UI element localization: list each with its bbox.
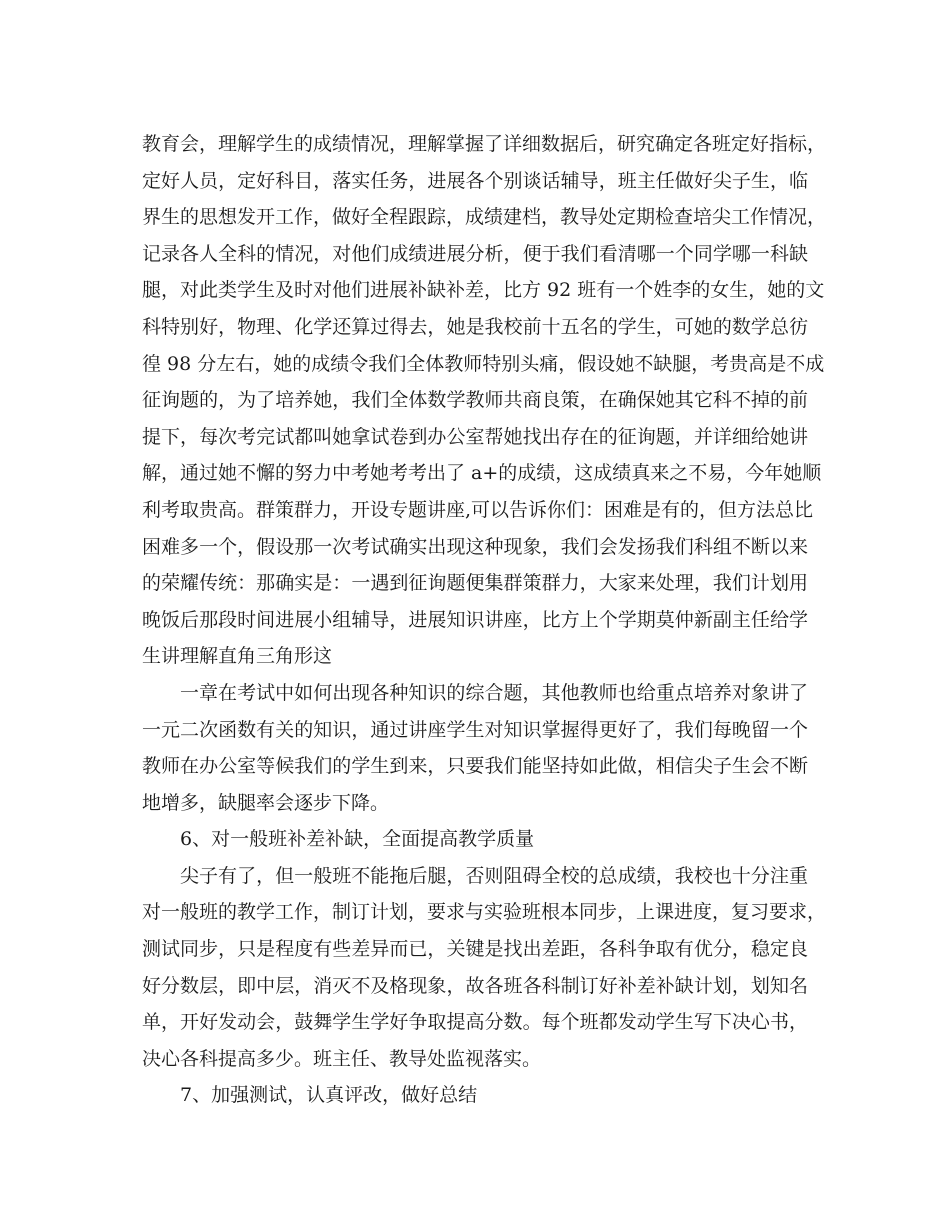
text-line: 地增多，缺腿率会逐步下降。 — [142, 791, 390, 814]
text-line: 教师在办公室等候我们的学生到来，只要我们能坚持如此做，相信尖子生会不断 — [142, 755, 808, 778]
text-line: 晚饭后那段时间进展小组辅导，进展知识讲座，比方上个学期莫仲新副主任给学 — [142, 608, 808, 631]
text-line: 记录各人全科的情况，对他们成绩进展分析，便于我们看清哪一个同学哪一科缺 — [142, 242, 808, 265]
text-line: 腿，对此类学生及时对他们进展补缺补差，比方 92 班有一个姓李的女生，她的文 — [142, 279, 825, 302]
text-line: 征询题的，为了培养她，我们全体数学教师共商良策，在确保她其它科不掉的前 — [142, 389, 808, 412]
text-line: 徨 98 分左右，她的成绩令我们全体教师特别头痛，假设她不缺腿，考贵高是不成 — [142, 352, 825, 375]
text-line: 的荣耀传统：那确实是：一遇到征询题便集群策群力，大家来处理，我们计划用 — [142, 572, 808, 595]
text-line: 一元二次函数有关的知识，通过讲座学生对知识掌握得更好了，我们每晚留一个 — [142, 718, 808, 741]
text-line: 好分数层，即中层，消灭不及格现象，故各班各科制订好补差补缺计划，划知名 — [142, 974, 808, 997]
text-line: 7、加强测试，认真评改，做好总结 — [180, 1084, 478, 1107]
text-line: 决心各科提高多少。班主任、教导处监视落实。 — [142, 1047, 542, 1070]
text-line: 6、对一般班补差补缺，全面提高教学质量 — [180, 828, 535, 851]
text-line: 提下，每次考完试都叫她拿试卷到办公室帮她找出存在的征询题，并详细给她讲 — [142, 425, 808, 448]
text-line: 一章在考试中如何出现各种知识的综合题，其他教师也给重点培养对象讲了 — [180, 681, 808, 704]
text-line: 利考取贵高。群策群力，开设专题讲座,可以告诉你们：困难是有的，但方法总比 — [142, 498, 814, 521]
text-line: 尖子有了，但一般班不能拖后腿，否则阻碍全校的总成绩，我校也十分注重 — [180, 864, 808, 887]
text-line: 界生的思想发开工作，做好全程跟踪，成绩建档，教导处定期检查培尖工作情况， — [142, 206, 827, 229]
text-line: 困难多一个，假设那一次考试确实出现这种现象，我们会发扬我们科组不断以来 — [142, 535, 808, 558]
text-line: 对一般班的教学工作，制订计划，要求与实验班根本同步，上课进度，复习要求， — [142, 901, 827, 924]
text-line: 单，开好发动会，鼓舞学生学好争取提高分数。每个班都发动学生写下决心书， — [142, 1011, 808, 1034]
text-line: 测试同步，只是程度有些差异而已，关键是找出差距，各科争取有优分，稳定良 — [142, 938, 808, 961]
text-line: 生讲理解直角三角形这 — [142, 645, 333, 668]
text-line: 定好人员，定好科目，落实任务，进展各个别谈话辅导，班主任做好尖子生，临 — [142, 169, 808, 192]
body-text — [142, 126, 827, 1114]
text-line: 解，通过她不懈的努力中考她考考出了 a+的成绩，这成绩真来之不易，今年她顺 — [142, 462, 822, 485]
text-line: 教育会，理解学生的成绩情况，理解掌握了详细数据后，研究确定各班定好指标， — [142, 133, 827, 155]
text-line: 科特别好，物理、化学还算过得去，她是我校前十五名的学生，可她的数学总彷 — [142, 315, 808, 338]
